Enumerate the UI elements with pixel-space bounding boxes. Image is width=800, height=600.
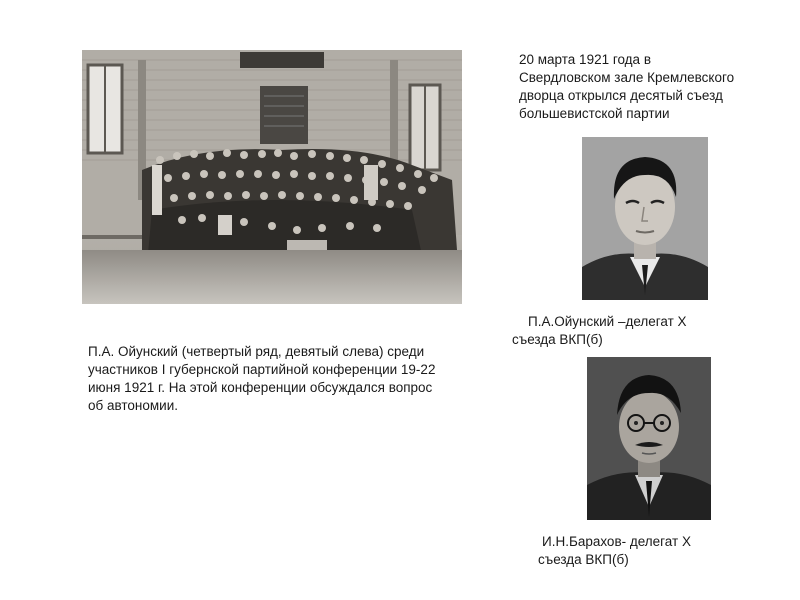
top-caption-line: Свердловском зале Кремлевского	[519, 70, 735, 85]
top-caption-line: дворца открылся десятый съезд	[519, 88, 723, 103]
top-caption-line: 20 марта 1921 года в	[519, 52, 651, 67]
portrait1-caption-line: П.А.Ойунский –делегат X	[528, 314, 687, 329]
portrait-oyunsky-caption	[500, 313, 730, 349]
portrait-oyunsky-art	[582, 137, 708, 300]
group-photograph	[82, 50, 462, 304]
group-caption-line: участников I губернской партийной конференции 19-22	[88, 362, 436, 377]
portrait2-caption-line: И.Н.Барахов- делегат X	[542, 534, 691, 549]
portrait-oyunsky	[582, 137, 708, 300]
group-photo-caption	[88, 343, 488, 415]
top-caption-line: большевистской партии	[519, 106, 670, 121]
group-caption-line: об автономии.	[88, 398, 178, 413]
portrait2-caption-line: съезда ВКП(б)	[538, 552, 629, 567]
group-photo-art	[82, 50, 462, 304]
group-caption-line: июня 1921 г. На этой конференции обсуждался вопрос	[88, 380, 433, 395]
portrait-barakhov-caption	[526, 533, 756, 569]
portrait-barakhov-art	[587, 357, 711, 520]
portrait-barakhov	[587, 357, 711, 520]
portrait1-caption-line: съезда ВКП(б)	[512, 332, 603, 347]
group-caption-line: П.А. Ойунский (четвертый ряд, девятый слева) среди	[88, 344, 425, 359]
top-caption	[519, 51, 789, 123]
